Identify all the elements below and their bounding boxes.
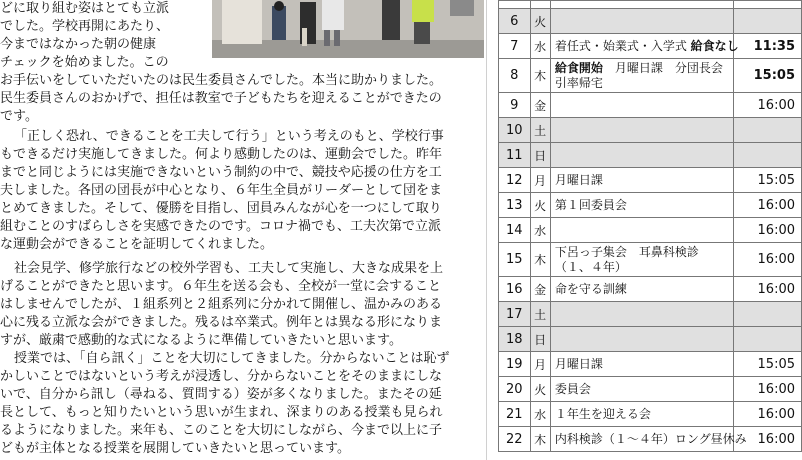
calendar-event: 内科検診（１～４年）ロング昼休み <box>550 427 733 452</box>
calendar-event <box>550 59 733 93</box>
calendar-weekday: 火 <box>530 377 550 402</box>
text-line: までと同じようには実施できないという制約の中で、競技や応援の仕方を工 <box>0 165 442 180</box>
calendar-time: 16:00 <box>733 218 801 243</box>
calendar-row <box>499 193 802 218</box>
calendar-day: 20 <box>499 377 531 402</box>
calendar-day: 8 <box>499 59 531 93</box>
sports-day-paragraph <box>0 128 482 254</box>
text-line: かしいことではないという考えが浸透し、分からないことをそのままにしな <box>0 369 443 384</box>
calendar-event: 下呂っ子集会 耳鼻科検診（１、４年） <box>550 243 733 277</box>
calendar-weekday: 金 <box>530 277 550 302</box>
text-line: 授業では、「自ら訊く」ことを大切にしてきました。分からないことは恥ず <box>14 351 450 366</box>
calendar-time: 16:00 <box>733 277 801 302</box>
calendar-day: 10 <box>499 118 531 143</box>
calendar-time <box>733 143 801 168</box>
text-line: げることができたと思います。６年生を送る会も、全校が一堂に会すること <box>0 279 441 294</box>
calendar-event <box>550 34 739 59</box>
calendar-time: 16:00 <box>733 427 801 452</box>
calendar-day: 22 <box>499 427 531 452</box>
text-line: お手伝いをしていただいたのは民生委員さんでした。本当に助かりました。 <box>0 73 443 88</box>
calendar-time: 15:05 <box>733 352 801 377</box>
calendar-weekday: 水 <box>530 34 550 59</box>
lessons-paragraph <box>0 350 482 458</box>
text-line: 心に残る立派な会ができました。残るは卒業式。例年とは異なる形になりま <box>0 315 443 330</box>
calendar-day: 21 <box>499 402 531 427</box>
calendar-event: 月曜日課 <box>550 352 733 377</box>
calendar-weekday: 土 <box>530 118 550 143</box>
calendar-event <box>550 143 733 168</box>
calendar-weekday: 土 <box>530 302 550 327</box>
calendar-weekday: 月 <box>530 168 550 193</box>
text-line: いで、自分から訊し（尋ねる、質問する）姿が多くなりました。またその延 <box>0 387 442 402</box>
calendar-row <box>499 302 802 327</box>
calendar-row-top <box>499 1 802 9</box>
calendar-row <box>499 168 802 193</box>
calendar-day: 6 <box>499 9 531 34</box>
calendar-day: 19 <box>499 352 531 377</box>
calendar-weekday: 金 <box>530 93 550 118</box>
calendar-event: １年生を迎える会 <box>550 402 733 427</box>
text-line: 組むことのすばらしさを実感できたのです。コロナ禍でも、工夫次第で立派 <box>0 219 441 234</box>
column-divider <box>486 0 487 460</box>
calendar-row <box>499 143 802 168</box>
text-line: どに取り組む姿はとても立派 <box>0 1 170 16</box>
calendar-time: 15:05 <box>733 168 801 193</box>
event-text: 着任式・始業式・入学式 <box>554 38 691 53</box>
text-line: 今まではなかった朝の健康 <box>0 37 157 52</box>
calendar-time <box>733 327 801 352</box>
calendar-event <box>550 118 733 143</box>
calendar-event <box>550 218 733 243</box>
text-line: るようになりました。来年も、このことを大切にしながら、今まで以上に子 <box>0 423 443 438</box>
calendar-day: 15 <box>499 243 531 277</box>
calendar-row <box>499 118 802 143</box>
calendar-row <box>499 59 802 93</box>
calendar-day: 17 <box>499 302 531 327</box>
text-line: 「正しく恐れ、できることを工夫して行う」という考えのもと、学校行事 <box>14 129 444 144</box>
field-trip-paragraph <box>0 260 482 350</box>
calendar-time <box>733 302 801 327</box>
calendar-weekday: 木 <box>530 243 550 277</box>
text-line: 社会見学、修学旅行などの校外学習も、工夫して実施し、大きな成果を上 <box>14 261 444 276</box>
calendar-time: 16:00 <box>733 243 801 277</box>
calendar-row <box>499 327 802 352</box>
calendar-time: 16:00 <box>733 93 801 118</box>
calendar-weekday: 日 <box>530 143 550 168</box>
calendar-row <box>499 277 802 302</box>
text-line: チェックを始めました。この <box>0 55 169 70</box>
calendar-time <box>733 118 801 143</box>
calendar-row <box>499 402 802 427</box>
calendar-event: 月曜日課 <box>550 168 733 193</box>
calendar-day: 18 <box>499 327 531 352</box>
calendar-day: 9 <box>499 93 531 118</box>
calendar-time: 16:00 <box>733 193 801 218</box>
calendar-row <box>499 218 802 243</box>
calendar-day: 13 <box>499 193 531 218</box>
event-bold-text: 給食なし <box>690 38 739 53</box>
text-line: でした。学校再開にあたり、 <box>0 19 170 34</box>
text-line: です。 <box>0 109 38 124</box>
calendar-event <box>550 327 733 352</box>
calendar-event <box>550 93 733 118</box>
calendar-row <box>499 9 802 34</box>
calendar-row <box>499 377 802 402</box>
calendar-day: 16 <box>499 277 531 302</box>
calendar-weekday: 月 <box>530 352 550 377</box>
calendar-row <box>499 427 802 452</box>
calendar-day: 14 <box>499 218 531 243</box>
text-line: はしませんでしたが、１組系列と２組系列に分かれて開催し、温かみのある <box>0 297 443 312</box>
text-line: 民生委員さんのおかげで、担任は教室で子どもたちを迎えることができたの <box>0 91 442 106</box>
intro-paragraph <box>0 0 482 126</box>
calendar-weekday: 日 <box>530 327 550 352</box>
calendar-time: 16:00 <box>733 402 801 427</box>
event-text-line2: 引率帰宅 <box>554 75 603 90</box>
calendar-weekday: 火 <box>530 9 550 34</box>
calendar-day: 7 <box>499 34 531 59</box>
calendar-time: 11:35 <box>733 34 801 59</box>
event-calendar-table <box>498 0 802 452</box>
calendar-day: 11 <box>499 143 531 168</box>
event-bold-text: 給食開始 <box>554 60 603 75</box>
calendar-weekday: 水 <box>530 402 550 427</box>
calendar-weekday: 火 <box>530 193 550 218</box>
calendar-time <box>733 9 801 34</box>
calendar-event: 命を守る訓練 <box>550 277 733 302</box>
calendar-weekday: 水 <box>530 218 550 243</box>
calendar-time: 16:00 <box>733 377 801 402</box>
text-line: とめてきました。そして、優勝を目指し、団員みんなが心を一つにして取り <box>0 201 442 216</box>
text-line: どもが主体となる授業を展開していきたいと思っています。 <box>0 441 350 456</box>
text-line: 夫しました。各団の団長が中心となり、６年生全員がリーダーとして団をま <box>0 183 443 198</box>
calendar-time: 15:05 <box>733 59 801 93</box>
calendar-event: 第１回委員会 <box>550 193 733 218</box>
calendar-weekday: 木 <box>530 427 550 452</box>
calendar-event: 委員会 <box>550 377 733 402</box>
text-line: な運動会ができることを証明してくれました。 <box>0 237 274 252</box>
calendar-weekday: 木 <box>530 59 550 93</box>
text-line: すが、厳粛で感動的な式になるように準備していきたいと思います。 <box>0 333 402 348</box>
calendar-row <box>499 34 802 59</box>
text-line: もできるだけ実施してきました。何より感動したのは、運動会でした。昨年 <box>0 147 443 162</box>
calendar-event <box>550 302 733 327</box>
calendar-row <box>499 93 802 118</box>
calendar-day: 12 <box>499 168 531 193</box>
calendar-event <box>550 9 733 34</box>
text-line: 長として、もっと知りたいという思いが生まれ、深まりのある授業も見られ <box>0 405 443 420</box>
calendar-row <box>499 352 802 377</box>
event-text: 月曜日課 分団長会 <box>602 60 723 75</box>
calendar-row <box>499 243 802 277</box>
